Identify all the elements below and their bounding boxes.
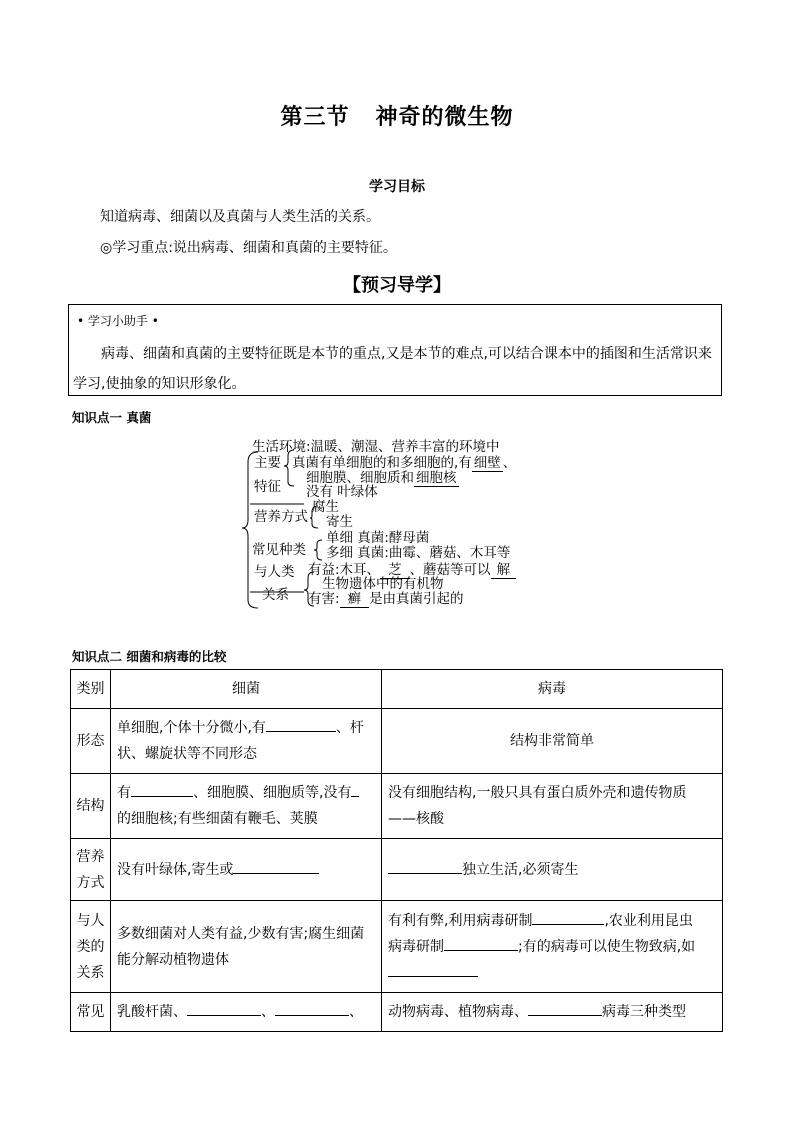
- goals-line-2: ◎学习重点:说出病毒、细菌和真菌的主要特征。: [100, 240, 397, 256]
- table-row: [71, 709, 723, 774]
- kp1-feature-1: 真菌有单细胞的和多细胞的,有 细壁 、: [292, 455, 517, 471]
- kp1-feature-label: 特征: [254, 479, 281, 495]
- bacteria-cell: 多数细菌对人类有益,少数有害;腐生细菌 能分解动植物遗体: [111, 901, 382, 993]
- kp1-common-2: 多细 真菌:曲霉、蘑菇、木耳等: [326, 545, 511, 561]
- answer-blank[interactable]: [131, 782, 193, 797]
- kp1-nutrition-2: 寄生: [326, 514, 353, 530]
- answer-blank[interactable]: [388, 962, 478, 977]
- helper-box: [68, 304, 722, 396]
- row-category: 结构: [71, 774, 111, 839]
- answer-blank[interactable]: [187, 1001, 261, 1016]
- row-category: 形态: [71, 709, 111, 774]
- bacteria-cell: 没有叶绿体,寄生或: [111, 839, 382, 901]
- comparison-table: [70, 669, 723, 1032]
- virus-cell: 结构非常简单: [382, 709, 723, 774]
- kp1-habitat: 生活环境:温暖、潮湿、营养丰富的环境中: [252, 439, 500, 455]
- goals-heading: 学习目标: [369, 179, 425, 195]
- kp1-feature-2: 细胞膜、细胞质和 细胞核: [306, 470, 457, 486]
- bacteria-cell: 单细胞,个体十分微小,有 、杆 状、螺旋状等不同形态: [111, 709, 382, 774]
- helper-line-2: 学习,使抽象的知识形象化。: [73, 376, 246, 392]
- answer-blank[interactable]: [266, 717, 336, 732]
- column-header: 病毒: [382, 670, 723, 709]
- answer-blank[interactable]: [528, 1001, 602, 1016]
- answer-blank[interactable]: [233, 859, 319, 874]
- kp1-relation-1: 有益:木耳、 芝 、蘑菇等可以 解: [308, 562, 516, 578]
- bacteria-cell: 有 、细胞膜、细胞质等,没有 的细胞核;有些细菌有鞭毛、荚膜: [111, 774, 382, 839]
- table-header-row: [71, 670, 723, 709]
- row-category: 营养 方式: [71, 839, 111, 901]
- answer-blank[interactable]: [444, 936, 518, 951]
- answer-blank[interactable]: [275, 1001, 349, 1016]
- table-row: [71, 993, 723, 1032]
- kp1-relation-label-2: 关系: [262, 587, 289, 603]
- table-row: [71, 774, 723, 839]
- answer-blank[interactable]: [388, 859, 462, 874]
- virus-cell: 没有细胞结构,一般只具有蛋白质外壳和遗传物质 ——核酸: [382, 774, 723, 839]
- virus-cell: 有利有弊,利用病毒研制 ,农业利用昆虫 病毒研制 ;有的病毒可以使生物致病,如: [382, 901, 723, 993]
- row-category: 与人 类的 关系: [71, 901, 111, 993]
- column-header: 细菌: [111, 670, 382, 709]
- kp1-common-1: 单细 真菌:酵母菌: [326, 530, 430, 546]
- virus-cell: 独立生活,必须寄生: [382, 839, 723, 901]
- preview-heading: 【预习导学】: [343, 275, 451, 296]
- helper-line-1: 病毒、细菌和真菌的主要特征既是本节的重点,又是本节的难点,可以结合课本中的插图和生活常识来: [101, 346, 712, 362]
- kp1-nutrition-label: 营养方式: [254, 509, 308, 525]
- bacteria-cell: 乳酸杆菌、 、 、: [111, 993, 382, 1032]
- table-row: [71, 839, 723, 901]
- helper-title: • 学习小助手 •: [77, 314, 159, 328]
- kp2-heading: 知识点二 细菌和病毒的比较: [72, 649, 227, 664]
- answer-blank[interactable]: [532, 910, 604, 925]
- page-title: 第三节 神奇的微生物: [280, 105, 514, 130]
- column-header: 类别: [71, 670, 111, 709]
- kp1-feature-3: 没有 叶绿体: [306, 484, 378, 500]
- kp1-nutrition-1: 腐生: [312, 499, 339, 515]
- virus-cell: 动物病毒、植物病毒、 病毒三种类型: [382, 993, 723, 1032]
- kp1-main-label: 主要: [254, 455, 281, 471]
- kp1-relation-3: 有害: 癣 是由真菌引起的: [308, 591, 464, 607]
- kp1-common-label: 常见种类: [252, 542, 306, 558]
- answer-blank[interactable]: [351, 782, 359, 797]
- kp1-relation-2: 生物遗体中的有机物: [322, 576, 444, 592]
- kp1-heading: 知识点一 真菌: [72, 410, 152, 425]
- row-category: 常见: [71, 993, 111, 1032]
- goals-line-1: 知道病毒、细菌以及真菌与人类生活的关系。: [100, 209, 380, 225]
- table-row: [71, 901, 723, 993]
- kp1-relation-label-1: 与人类: [254, 564, 295, 580]
